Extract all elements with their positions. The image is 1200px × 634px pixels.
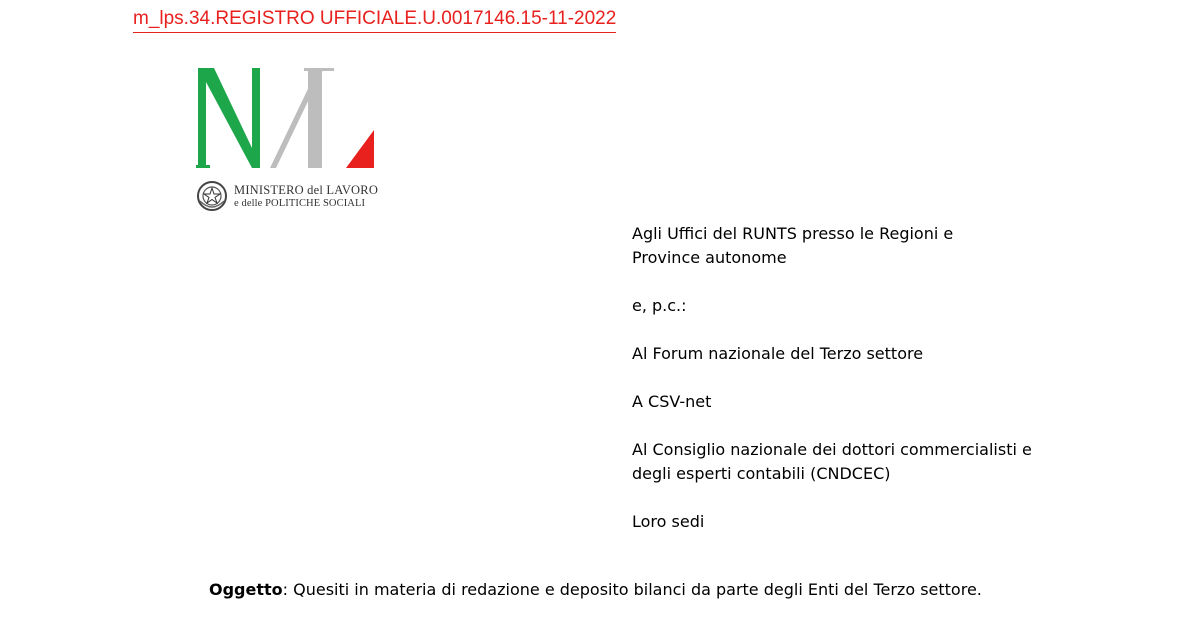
recipient-line: A CSV-net <box>632 392 712 411</box>
recipient-block <box>632 390 1072 414</box>
recipient-line: Agli Uffici del RUNTS presso le Regioni e <box>632 224 954 243</box>
ministry-name-line1: MINISTERO del LAVORO <box>234 183 379 197</box>
subject-text: : Quesiti in materia di redazione e deposito bilanci da parte degli Enti del Terzo settore. <box>282 580 982 599</box>
protocol-number: m_lps.34.REGISTRO UFFICIALE.U.0017146.15-11-2022 <box>133 8 616 33</box>
ministry-name <box>234 184 378 210</box>
recipient-line: Al Consiglio nazionale dei dottori commercialisti e <box>632 440 1032 459</box>
ministry-name-line2: e delle POLITICHE SOCIALI <box>234 198 366 209</box>
recipient-block <box>632 222 1072 270</box>
recipient-line: Al Forum nazionale del Terzo settore <box>632 344 924 363</box>
ministry-emblem-icon <box>196 179 228 213</box>
recipient-line: Province autonome <box>632 248 787 267</box>
recipient-block <box>632 342 1072 366</box>
recipient-block <box>632 510 1072 534</box>
subject-line <box>209 580 982 599</box>
recipient-line: degli esperti contabili (CNDCEC) <box>632 464 891 483</box>
ministry-logo <box>196 64 386 214</box>
subject-label: Oggetto <box>209 580 283 599</box>
ml-monogram <box>196 64 386 174</box>
recipients-list <box>632 222 1072 558</box>
recipient-block <box>632 294 1072 318</box>
recipient-block <box>632 438 1072 486</box>
recipient-line: e, p.c.: <box>632 296 687 315</box>
recipient-line: Loro sedi <box>632 512 705 531</box>
